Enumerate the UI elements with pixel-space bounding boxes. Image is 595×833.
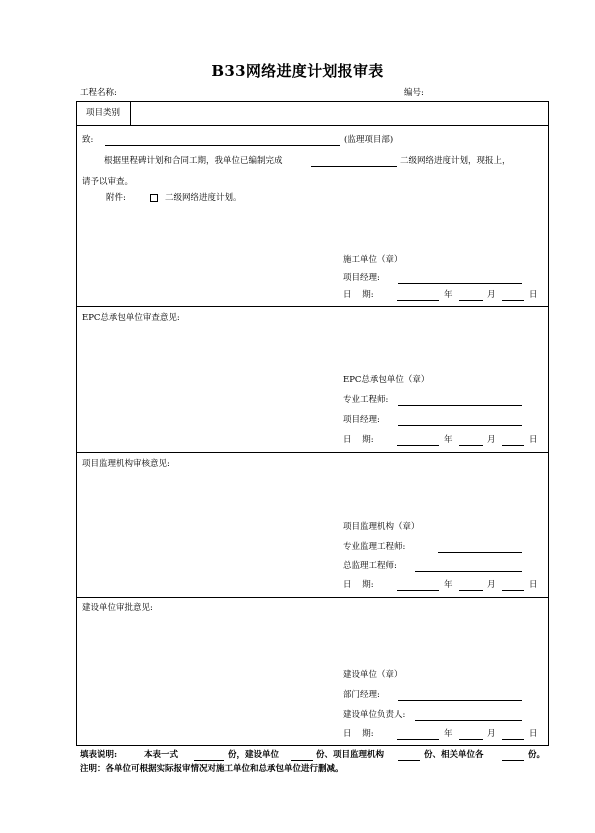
copies-text-3: 份、项目监理机构	[316, 750, 385, 760]
s4-day: 日	[529, 729, 538, 739]
attachment-item: 二级网络进度计划。	[165, 193, 242, 203]
copies-text-2: 份，建设单位	[228, 750, 280, 760]
s4-year-blank[interactable]	[397, 739, 439, 740]
s3-day-blank[interactable]	[502, 590, 524, 591]
attachment-label: 附件:	[106, 193, 126, 203]
body-prefix: 根据里程碑计划和合同工期，我单位已编制完成	[104, 156, 283, 166]
s2-month-blank[interactable]	[459, 445, 483, 446]
s2-manager-blank[interactable]	[398, 425, 522, 426]
number-label: 编号:	[404, 88, 424, 98]
s4-manager-label: 部门经理:	[343, 690, 380, 700]
copies-total-blank[interactable]	[194, 760, 224, 761]
page-title: B33网络进度计划报审表	[211, 62, 384, 80]
s2-manager-label: 项目经理:	[343, 415, 380, 425]
s2-engineer-blank[interactable]	[398, 405, 522, 406]
to-suffix: (监理项目部)	[344, 135, 394, 145]
project-type-label: 项目类别	[86, 108, 121, 118]
s3-heading: 项目监理机构审核意见:	[82, 459, 170, 469]
body-suffix: 二级网络进度计划，现报上，	[400, 156, 511, 166]
copies-related-blank[interactable]	[502, 760, 524, 761]
copies-supervisor-blank[interactable]	[398, 760, 420, 761]
copies-owner-blank[interactable]	[291, 760, 313, 761]
body-line2: 请予以审查。	[82, 177, 134, 187]
to-blank[interactable]	[105, 145, 340, 146]
s1-day: 日	[529, 290, 538, 300]
s1-date-label: 日 期:	[343, 290, 374, 300]
s2-month: 月	[487, 435, 496, 445]
s2-day-blank[interactable]	[502, 445, 524, 446]
fill-note-label: 填表说明:	[80, 750, 118, 760]
s2-date-label: 日 期:	[343, 435, 374, 445]
s4-head-blank[interactable]	[415, 720, 522, 721]
s2-engineer-label: 专业工程师:	[343, 395, 389, 405]
s3-chief-label: 总监理工程师:	[343, 561, 397, 571]
to-label: 致:	[82, 135, 94, 145]
s3-day: 日	[529, 580, 538, 590]
s3-sign-unit: 项目监理机构（章）	[343, 522, 420, 532]
s3-year-blank[interactable]	[397, 590, 439, 591]
s4-month-blank[interactable]	[459, 739, 483, 740]
s3-date-label: 日 期:	[343, 580, 374, 590]
s1-month-blank[interactable]	[459, 300, 483, 301]
s2-sign-unit: EPC总承包单位（章）	[343, 375, 430, 385]
s2-heading: EPC总承包单位审查意见:	[82, 313, 180, 323]
s4-month: 月	[487, 729, 496, 739]
s1-manager-label: 项目经理:	[343, 273, 380, 283]
copies-text-1: 本表一式	[144, 750, 179, 760]
s3-engineer-blank[interactable]	[438, 552, 522, 553]
form-table	[76, 101, 549, 746]
s4-head-label: 建设单位负责人:	[343, 710, 406, 720]
project-name-label: 工程名称:	[80, 88, 117, 98]
s3-year: 年	[444, 580, 453, 590]
s1-month: 月	[487, 290, 496, 300]
s1-day-blank[interactable]	[502, 300, 524, 301]
s1-manager-blank[interactable]	[398, 283, 522, 284]
copies-text-4: 份、相关单位各	[424, 750, 484, 760]
s3-chief-blank[interactable]	[415, 571, 522, 572]
s1-year: 年	[444, 290, 453, 300]
s4-date-label: 日 期:	[343, 729, 374, 739]
s4-heading: 建设单位审批意见:	[82, 603, 153, 613]
s4-manager-blank[interactable]	[398, 700, 522, 701]
s2-year: 年	[444, 435, 453, 445]
s4-sign-unit: 建设单位（章）	[343, 670, 403, 680]
s1-sign-unit: 施工单位（章）	[343, 255, 403, 265]
s3-month: 月	[487, 580, 496, 590]
s2-year-blank[interactable]	[397, 445, 439, 446]
copies-text-5: 份。	[528, 750, 546, 760]
s4-year: 年	[444, 729, 453, 739]
attachment-checkbox[interactable]	[150, 194, 158, 202]
deletion-note: 注明：各单位可根据实际报审情况对施工单位和总承包单位进行删减。	[80, 764, 344, 774]
s4-day-blank[interactable]	[502, 739, 524, 740]
s2-day: 日	[529, 435, 538, 445]
s3-engineer-label: 专业监理工程师:	[343, 542, 406, 552]
s3-month-blank[interactable]	[459, 590, 483, 591]
plan-name-blank[interactable]	[311, 166, 397, 167]
s1-year-blank[interactable]	[397, 300, 439, 301]
